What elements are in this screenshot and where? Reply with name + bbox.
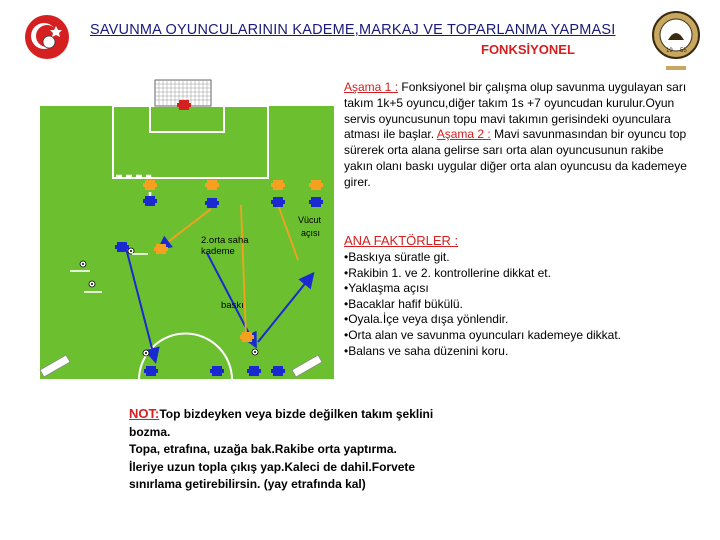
player-yellow bbox=[240, 332, 254, 342]
label-baski: baskı bbox=[221, 300, 244, 311]
label-kademe-line2: kademe bbox=[201, 246, 235, 257]
ball-icon bbox=[143, 350, 149, 356]
note-text2: Topa, etrafına, uzağa bak.Rakibe orta yaptırma. bbox=[129, 442, 397, 457]
player-blue bbox=[115, 242, 129, 252]
player-blue bbox=[247, 366, 261, 376]
note-block bbox=[129, 405, 469, 494]
factor-item: •Oyala.İçe veya dışa yönlendir. bbox=[344, 312, 509, 327]
player-yellow bbox=[309, 180, 323, 190]
ball-icon bbox=[89, 281, 95, 287]
player-blue bbox=[271, 366, 285, 376]
phase1-head: Aşama 1 : bbox=[344, 80, 399, 94]
factor-item: •Rakibin 1. ve 2. kontrollerine dikkat et. bbox=[344, 265, 551, 280]
player-blue bbox=[271, 197, 285, 207]
player-blue bbox=[143, 196, 157, 206]
player-blue bbox=[210, 366, 224, 376]
player-blue bbox=[205, 198, 219, 208]
emblem-year-right: 55 bbox=[680, 48, 687, 54]
page-title: SAVUNMA OYUNCULARININ KADEME,MARKAJ VE TOPARLANMA YAPMASI bbox=[90, 22, 616, 38]
player-yellow bbox=[205, 180, 219, 190]
note-text1: Top bizdeyken veya bizde değilken takım şeklini bozma. bbox=[129, 407, 434, 439]
emblem-year-left: 19 bbox=[666, 48, 673, 54]
pitch-grass bbox=[40, 106, 334, 380]
phase2-head: Aşama 2 : bbox=[436, 127, 491, 142]
description bbox=[344, 80, 689, 191]
factors-title: ANA FAKTÖRLER : bbox=[344, 233, 459, 248]
player-yellow bbox=[271, 180, 285, 190]
player-yellow bbox=[143, 180, 157, 190]
ball-icon bbox=[80, 261, 86, 267]
factor-item: •Baskıya süratle git. bbox=[344, 250, 450, 264]
ball-icon bbox=[252, 349, 258, 355]
player-red-goalkeeper bbox=[177, 100, 191, 110]
player-blue bbox=[309, 197, 323, 207]
label-kademe-line1: 2.orta saha bbox=[201, 235, 249, 246]
factor-item: •Yaklaşma açısı bbox=[344, 281, 429, 296]
label-vucut-line1: Vücut bbox=[298, 215, 322, 225]
factors-list bbox=[344, 250, 704, 359]
phase1-text: Fonksiyonel bir çalışma olup savunma uygulayan sarı takım 1k+5 oyuncu,diğer takım 1s +7 oyuncudan kurulur.Oyun servis oyuncusunun topu mavi takımın gerisindeki oyunculara atması ile başlar. bbox=[344, 80, 687, 142]
label-vucut-line2: açısı bbox=[301, 228, 321, 238]
player-blue bbox=[144, 366, 158, 376]
factor-item: •Orta alan ve savunma oyuncuları kademeye dikkat. bbox=[344, 327, 622, 342]
factor-item: •Balans ve saha düzenini koru. bbox=[344, 343, 509, 358]
factor-item: •Bacaklar hafif bükülü. bbox=[344, 296, 463, 311]
phase2-text: Mavi savunmasından bir oyuncu top sürerek orta alana gelirse sarı orta alan oyuncusunun rakibe yakın olanı baskı uygular diğer orta alan oyuncusu da kademeye girer. bbox=[344, 127, 687, 189]
page-subtitle: FONKSİYONEL bbox=[481, 42, 575, 57]
note-text3: İleriye uzun topla çıkış yap.Kaleci de dahil.Forvete sınırlama getirebilirsin. (yay etrafında kal) bbox=[129, 459, 416, 492]
note-head: NOT: bbox=[129, 406, 160, 421]
player-yellow bbox=[154, 244, 168, 254]
